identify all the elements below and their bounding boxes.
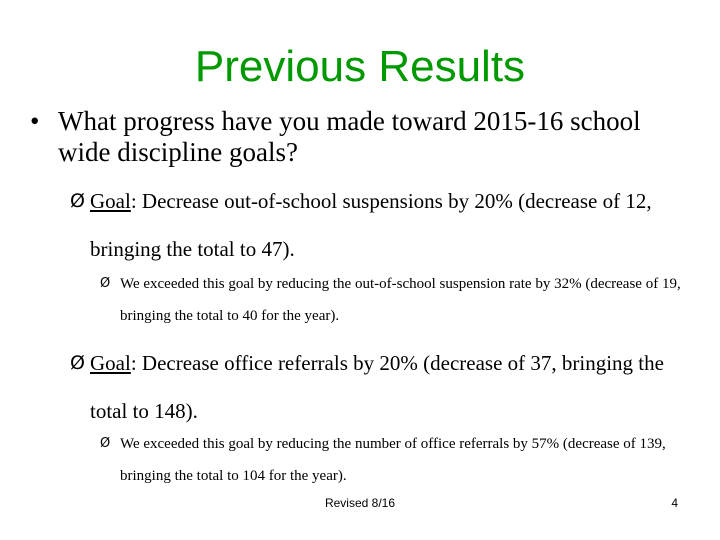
arrow-bullet-icon: Ø: [100, 436, 111, 451]
goal-label: Goal: [90, 189, 131, 213]
goal-label: Goal: [90, 351, 131, 375]
page-number: 4: [671, 496, 678, 510]
arrow-bullet-icon: Ø: [70, 352, 85, 374]
result-text: We exceeded this goal by reducing the number of office referrals by 57% (decrease of 139, bringing the total to 104 for the year).: [120, 436, 666, 484]
goal-text: Decrease office referrals by 20% (decrease of 37, bringing the total to 148).: [90, 351, 664, 423]
goal-colon: :: [130, 351, 137, 375]
bullet-marker: •: [30, 106, 40, 136]
goal-colon: :: [130, 189, 137, 213]
footer-revised: Revised 8/16: [324, 496, 396, 510]
arrow-bullet-icon: Ø: [70, 190, 85, 212]
bullet-question: What progress have you made toward 2015-16 school wide discipline goals?: [58, 106, 641, 167]
goal-text: Decrease out-of-school suspensions by 20% (decrease of 12, bringing the total to 47).: [90, 189, 652, 261]
slide-title: Previous Results: [194, 42, 526, 91]
arrow-bullet-icon: Ø: [100, 276, 111, 291]
result-text: We exceeded this goal by reducing the out-of-school suspension rate by 32% (decrease of 19, bringing the total to 40 for the year).: [120, 276, 681, 324]
